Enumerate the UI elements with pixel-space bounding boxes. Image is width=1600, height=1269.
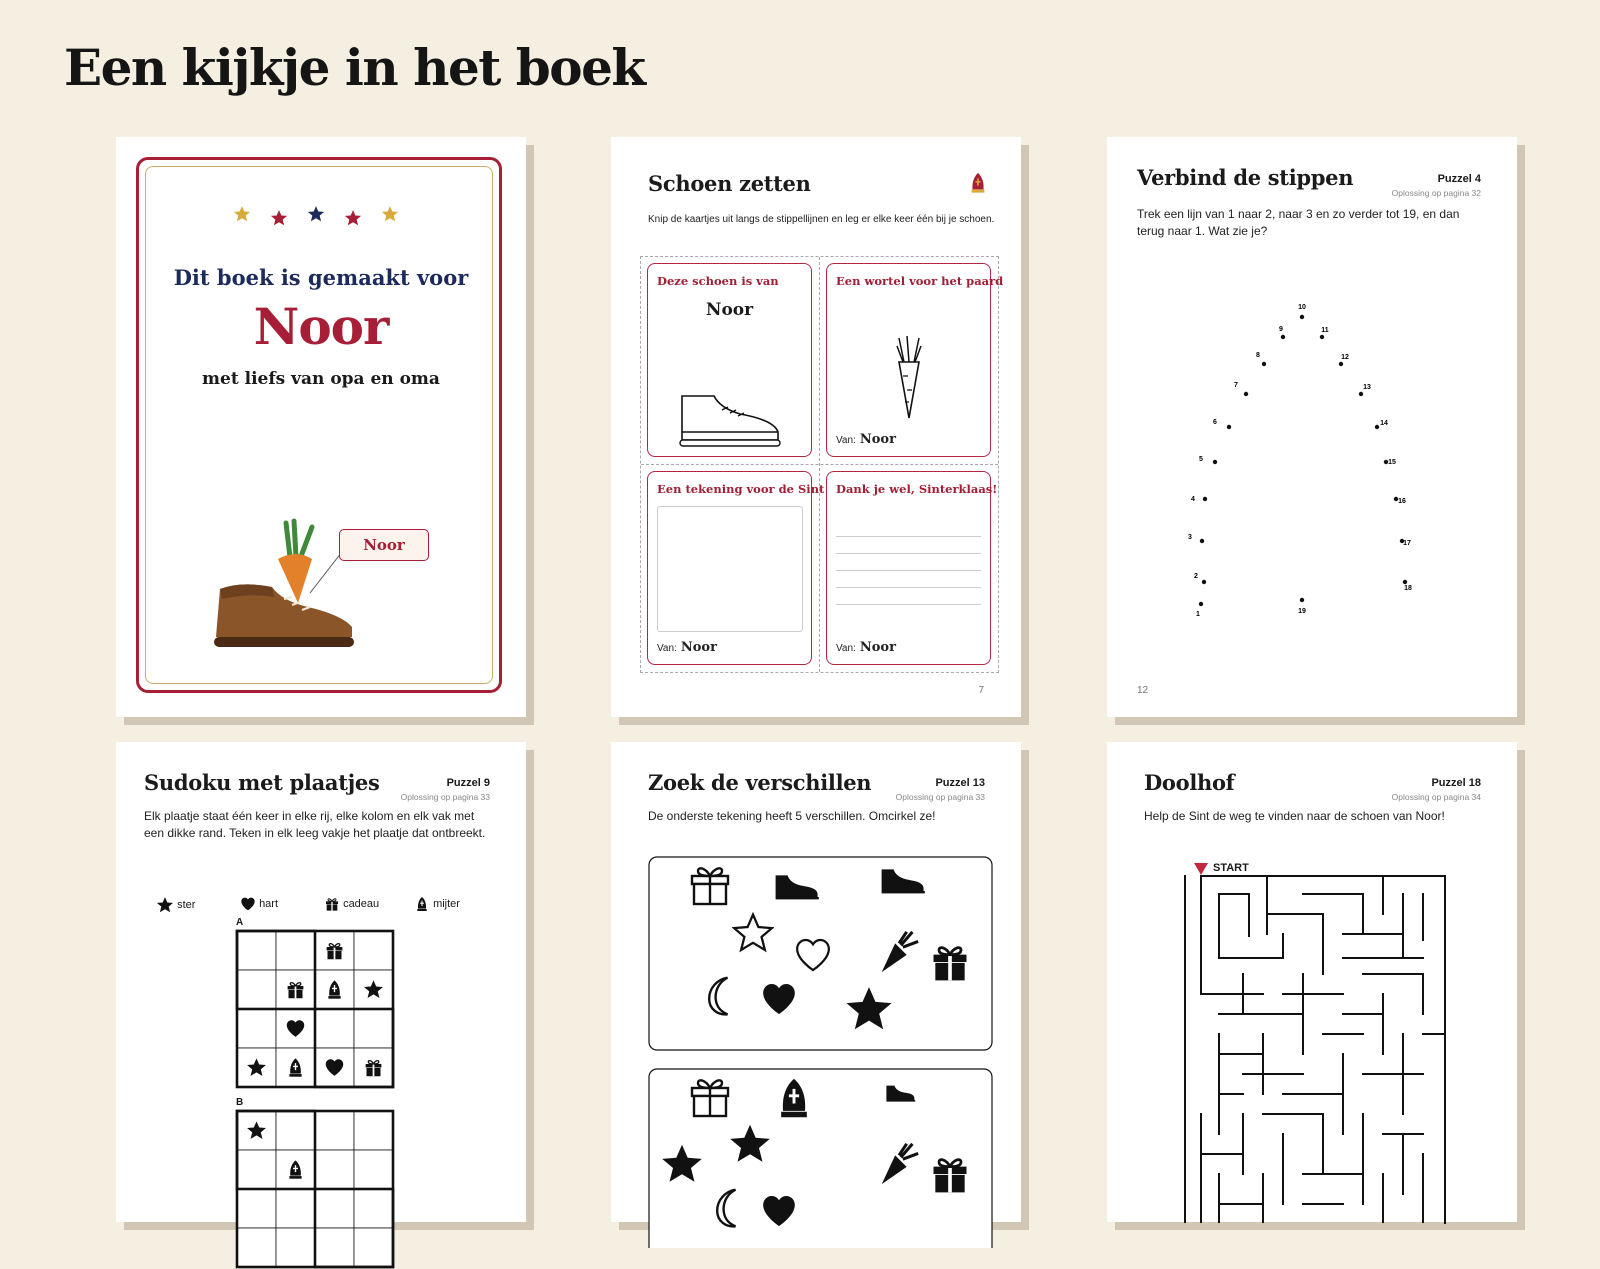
sudoku-cell[interactable] xyxy=(354,1150,393,1189)
page-title: Verbind de stippen xyxy=(1137,165,1354,190)
dot-number: 5 xyxy=(1199,456,1203,463)
drawing-box xyxy=(657,506,803,632)
sudoku-cell[interactable] xyxy=(354,1111,393,1150)
dot xyxy=(1203,497,1207,501)
dot-number: 16 xyxy=(1398,498,1406,505)
sudoku-cell[interactable] xyxy=(354,1228,393,1267)
cover-name: Noor xyxy=(253,297,389,356)
page-heading: Een kijkje in het boek xyxy=(64,38,645,97)
card-heading: Een wortel voor het paard xyxy=(836,274,1004,288)
sneaker-outline-icon xyxy=(678,392,784,448)
page-title: Zoek de verschillen xyxy=(648,770,872,795)
legend-item-mitre: mijter xyxy=(414,896,460,912)
dot-number: 14 xyxy=(1380,420,1388,427)
dot xyxy=(1199,602,1203,606)
dot xyxy=(1281,335,1285,339)
legend-item-heart: hart xyxy=(240,896,278,912)
difference-picture-top xyxy=(648,856,993,1051)
page-title: Schoen zetten xyxy=(648,171,811,196)
sudoku-cell[interactable] xyxy=(237,1228,276,1267)
dot-number: 7 xyxy=(1234,382,1238,389)
dot xyxy=(1375,425,1379,429)
stars-decoration xyxy=(231,203,411,227)
dot xyxy=(1320,335,1324,339)
dot-number: 2 xyxy=(1194,573,1198,580)
dot xyxy=(1300,598,1304,602)
solution-reference: Oplossing op pagina 33 xyxy=(895,792,985,802)
sudoku-cell[interactable] xyxy=(354,1189,393,1228)
dot-number: 3 xyxy=(1188,534,1192,541)
sudoku-cell[interactable] xyxy=(237,970,276,1009)
legend-item-star: ster xyxy=(156,896,195,914)
solution-reference: Oplossing op pagina 34 xyxy=(1391,792,1481,802)
dot-number: 11 xyxy=(1321,327,1329,334)
page-intro: Knip de kaartjes uit langs de stippellijnen en leg er elke keer één bij je schoen. xyxy=(648,214,995,225)
card-from: Van: Noor xyxy=(657,640,717,655)
sudoku-cell[interactable] xyxy=(237,1009,276,1048)
dot xyxy=(1300,315,1304,319)
dot xyxy=(1359,392,1363,396)
gift-icon xyxy=(327,944,343,960)
card-from: Van: Noor xyxy=(836,432,896,447)
gift-icon xyxy=(288,983,304,999)
dot xyxy=(1262,362,1266,366)
legend-item-gift: cadeau xyxy=(324,896,379,912)
dot-number: 10 xyxy=(1298,304,1306,311)
verbind-de-stippen-page xyxy=(1107,137,1517,717)
page-number: 12 xyxy=(1137,685,1149,696)
cover-page xyxy=(116,137,526,717)
sudoku-cell[interactable] xyxy=(315,1189,354,1228)
sudoku-cell[interactable] xyxy=(276,1111,315,1150)
cover-from: met liefs van opa en oma xyxy=(202,369,440,389)
cards-cutout-area xyxy=(640,256,1004,673)
sudoku-cell[interactable] xyxy=(276,931,315,970)
gift-icon xyxy=(324,896,340,912)
card-name: Noor xyxy=(705,300,754,320)
dot-number: 1 xyxy=(1196,611,1200,618)
doolhof-page xyxy=(1107,742,1517,1222)
sudoku-cell[interactable] xyxy=(315,1150,354,1189)
dot-number: 15 xyxy=(1388,459,1396,466)
dot-number: 13 xyxy=(1363,384,1371,391)
card-drawing xyxy=(647,471,825,665)
sudoku-grid-a xyxy=(235,929,395,1089)
puzzle-number: Puzzel 13 xyxy=(935,777,985,789)
page-intro: De onderste tekening heeft 5 verschillen. Omcirkel ze! xyxy=(648,809,936,823)
page-intro: Trek een lijn van 1 naar 2, naar 3 en zo verder tot 19, en dan terug naar 1. Wat zie je? xyxy=(1137,207,1460,238)
sudoku-cell[interactable] xyxy=(315,1111,354,1150)
dot-number: 12 xyxy=(1341,354,1349,361)
gift-icon xyxy=(934,948,967,981)
mitre-icon xyxy=(967,169,989,197)
sudoku-cell[interactable] xyxy=(237,1150,276,1189)
sudoku-cell[interactable] xyxy=(315,1228,354,1267)
dot xyxy=(1227,425,1231,429)
zoek-de-verschillen-page xyxy=(611,742,1021,1222)
cover-title: Dit boek is gemaakt voor xyxy=(173,265,469,290)
connect-the-dots-figure xyxy=(1107,137,1517,717)
carrot-outline-icon xyxy=(893,336,925,422)
solution-reference: Oplossing op pagina 33 xyxy=(400,792,490,802)
card-from: Van: Noor xyxy=(836,640,896,655)
sudoku-cell[interactable] xyxy=(237,1189,276,1228)
dot xyxy=(1339,362,1343,366)
page-intro: Help de Sint de weg te vinden naar de schoen van Noor! xyxy=(1144,809,1445,823)
dot-number: 8 xyxy=(1256,352,1260,359)
dot-number: 18 xyxy=(1404,585,1412,592)
sudoku-cell[interactable] xyxy=(276,1228,315,1267)
dot xyxy=(1244,392,1248,396)
grid-a-label: A xyxy=(236,917,244,928)
name-tag xyxy=(339,529,429,561)
dot-number: 4 xyxy=(1191,496,1195,503)
puzzle-number: Puzzel 4 xyxy=(1437,173,1481,185)
dot-number: 6 xyxy=(1213,419,1217,426)
dot xyxy=(1200,539,1204,543)
card-heading: Dank je wel, Sinterklaas! xyxy=(836,482,998,496)
dashed-divider-h xyxy=(641,464,998,465)
difference-picture-bottom xyxy=(648,1068,993,1248)
writing-lines xyxy=(836,520,981,620)
page-number: 7 xyxy=(978,685,984,696)
card-thanks xyxy=(826,471,998,665)
puzzle-number: Puzzel 18 xyxy=(1431,777,1481,789)
sudoku-cell[interactable] xyxy=(354,1009,393,1048)
heart-icon xyxy=(240,896,256,912)
dot-number: 17 xyxy=(1403,540,1411,547)
sudoku-cell[interactable] xyxy=(237,931,276,970)
page-title: Doolhof xyxy=(1144,770,1235,795)
card-heading: Een tekening voor de Sint xyxy=(657,482,825,496)
page-title: Sudoku met plaatjes xyxy=(144,770,380,795)
gift-icon xyxy=(366,1061,382,1077)
schoen-zetten-page xyxy=(611,137,1021,717)
sudoku-page xyxy=(116,742,526,1222)
puzzle-number: Puzzel 9 xyxy=(446,777,490,789)
grid-b-label: B xyxy=(236,1097,244,1108)
mitre-icon xyxy=(414,896,430,912)
legend xyxy=(156,896,476,916)
star-icon xyxy=(156,896,174,914)
dot xyxy=(1213,460,1217,464)
page-intro: Elk plaatje staat één keer in elke rij, elke kolom en elk vak met een dikke rand. Teken in elk leeg vakje het plaatje dat ontbreekt. xyxy=(144,809,486,840)
sudoku-cell[interactable] xyxy=(276,1189,315,1228)
dot xyxy=(1403,580,1407,584)
solution-reference: Oplossing op pagina 32 xyxy=(1391,188,1481,198)
gift-icon xyxy=(934,1160,967,1193)
dot xyxy=(1202,580,1206,584)
name-tag-text: Noor xyxy=(363,536,405,554)
card-carrot xyxy=(826,263,1004,457)
dot-number: 19 xyxy=(1298,608,1306,615)
start-label: START xyxy=(1213,862,1249,874)
sudoku-grid-b xyxy=(235,1109,395,1269)
maze xyxy=(1183,874,1453,1224)
sudoku-cell[interactable] xyxy=(354,931,393,970)
dot-number: 9 xyxy=(1279,326,1283,333)
card-shoe-owner xyxy=(647,263,812,457)
card-heading: Deze schoen is van xyxy=(657,274,779,288)
sudoku-cell[interactable] xyxy=(315,1009,354,1048)
